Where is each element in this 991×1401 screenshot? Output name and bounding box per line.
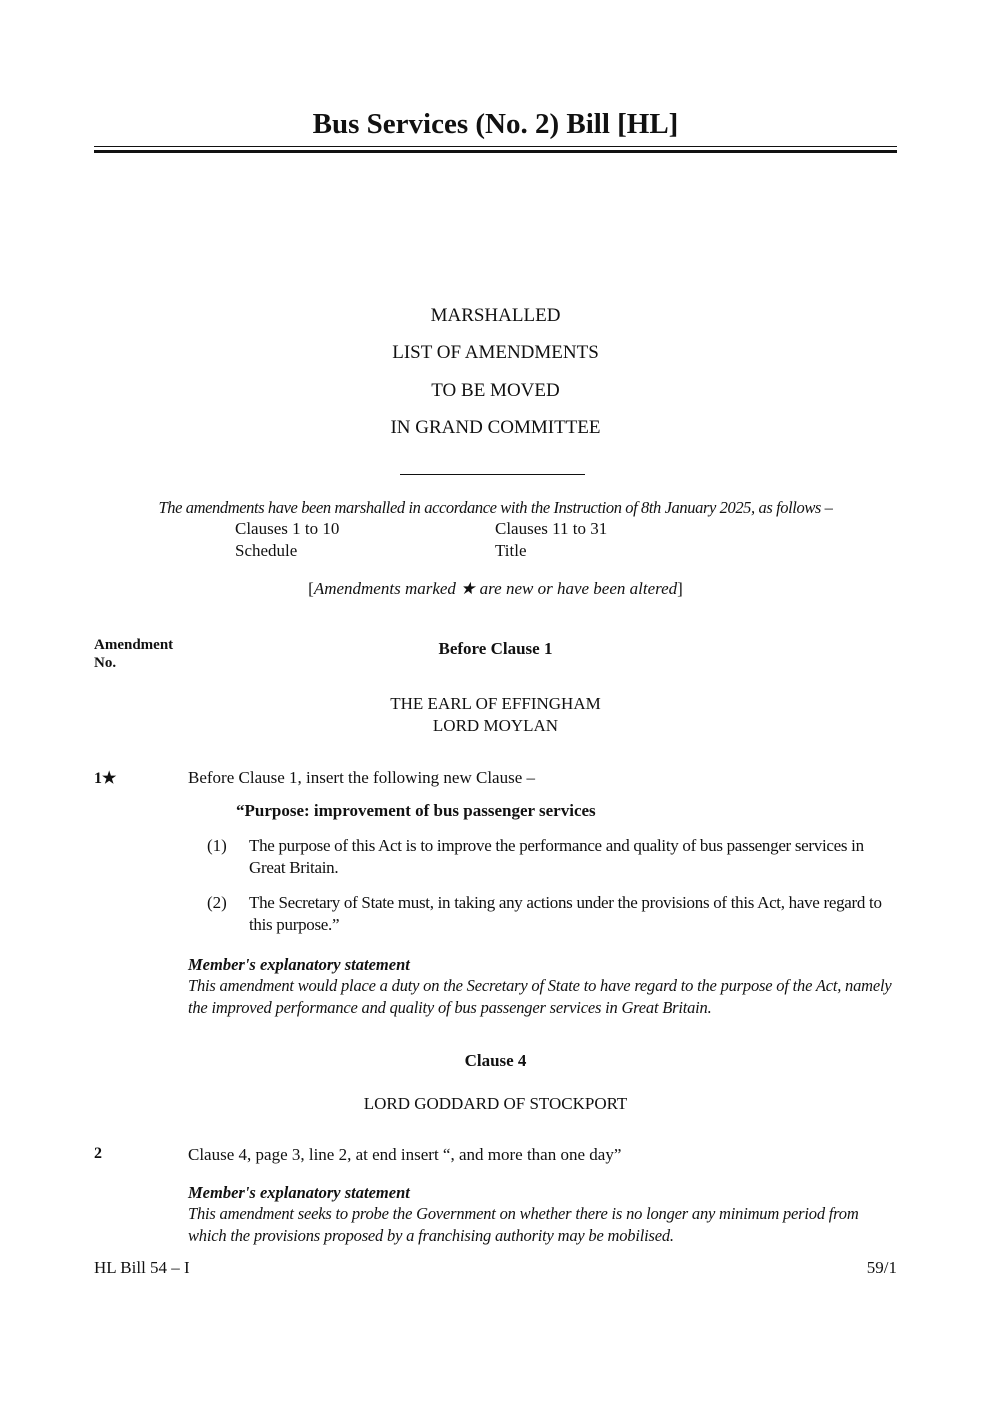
amendment-number: 2	[94, 1145, 102, 1162]
subsection-number: (1)	[207, 836, 227, 855]
group-label: Clauses 1 to 10	[235, 519, 340, 538]
subsection-text: The purpose of this Act is to improve the performance and quality of bus passenger services in Great Britain.	[249, 836, 864, 877]
header-line: No.	[94, 655, 117, 671]
bracket-open: [	[308, 579, 314, 598]
page-reference: 59/1	[866, 1258, 897, 1277]
title-rule-thin	[94, 146, 897, 147]
explanatory-statement	[188, 1183, 878, 1247]
section-heading: Clause 4	[464, 1051, 527, 1070]
document-title: Bus Services (No. 2) Bill [HL]	[312, 108, 679, 140]
amendment-text: Clause 4, page 3, line 2, at end insert “, and more than one day”	[188, 1145, 622, 1164]
group-label: Clauses 11 to 31	[495, 519, 608, 538]
note-text: Amendments marked ★ are new or have been altered	[313, 579, 678, 598]
header-line: Amendment	[94, 637, 174, 653]
explanatory-statement	[188, 955, 897, 1019]
subsection-number: (2)	[207, 893, 227, 912]
new-clause-title: “Purpose: improvement of bus passenger services	[236, 801, 596, 820]
bill-reference: HL Bill 54 – I	[94, 1258, 190, 1277]
subsection	[207, 835, 897, 879]
altered-note	[0, 579, 991, 599]
member-name: LORD GODDARD OF STOCKPORT	[363, 1094, 628, 1113]
heading-line: LIST OF AMENDMENTS	[392, 342, 599, 363]
group-label: Schedule	[235, 541, 298, 560]
heading-line: IN GRAND COMMITTEE	[390, 417, 601, 438]
title-rule-thick	[94, 150, 897, 153]
subsection-text: The Secretary of State must, in taking any actions under the provisions of this Act, have regard to this purpose.”	[249, 893, 882, 934]
heading-line: TO BE MOVED	[431, 380, 560, 401]
subsection	[207, 892, 897, 936]
member-name: LORD MOYLAN	[432, 716, 559, 735]
statement-text: This amendment would place a duty on the Secretary of State to have regard to the purpose of the Act, namely the improved performance and quality of bus passenger services in Great Britain.	[188, 976, 892, 1017]
divider	[400, 474, 585, 475]
statement-label: Member's explanatory statement	[188, 1183, 410, 1202]
heading-line: MARSHALLED	[430, 305, 561, 326]
member-name: THE EARL OF EFFINGHAM	[390, 694, 601, 713]
statement-label: Member's explanatory statement	[188, 955, 410, 974]
amendment-text: Before Clause 1, insert the following new Clause –	[188, 768, 536, 787]
amendment-number: 1★	[94, 770, 117, 787]
marshalling-instruction: The amendments have been marshalled in accordance with the Instruction of 8th January 2025, as follows –	[158, 498, 833, 517]
group-label: Title	[495, 541, 527, 560]
bracket-close: ]	[677, 579, 683, 598]
section-heading: Before Clause 1	[438, 639, 553, 658]
statement-text: This amendment seeks to probe the Government on whether there is no longer any minimum period from which the provisions proposed by a franchising authority may be mobilised.	[188, 1204, 859, 1245]
